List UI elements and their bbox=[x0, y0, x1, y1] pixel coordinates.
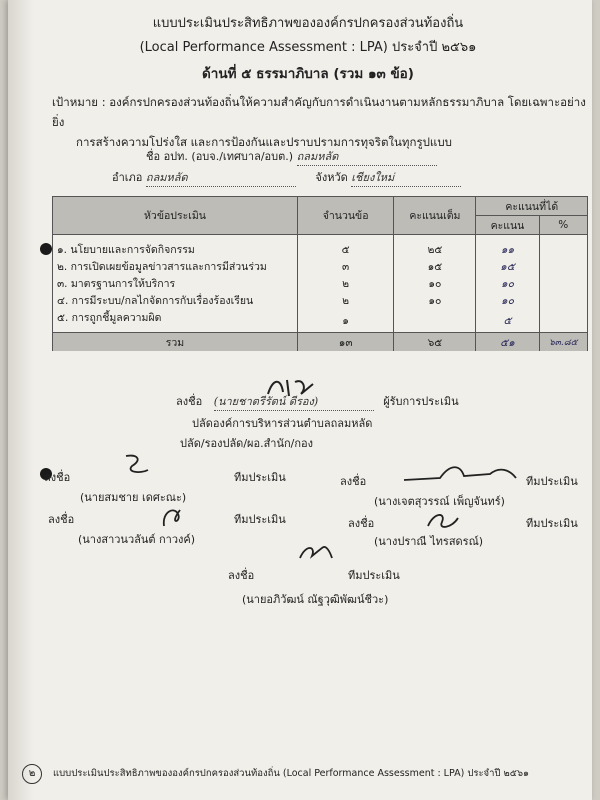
assessor-4-name: (นางปราณี ไทรสดรณ์) bbox=[374, 535, 484, 548]
total-label: รวม bbox=[53, 333, 298, 352]
total-count: ๑๓ bbox=[297, 333, 393, 352]
assessor-4-signature bbox=[422, 508, 462, 532]
receiver-name: (นายชาตรีรัตน์ ดีรอง) bbox=[214, 392, 374, 411]
page-number: ๒ bbox=[22, 764, 42, 784]
receiver-position: ปลัดองค์การบริหารส่วนตำบลถลมหลัด bbox=[192, 417, 373, 430]
assessor-3-signature bbox=[158, 504, 188, 530]
row-count: ๒ bbox=[297, 292, 393, 309]
row-count: ๕ bbox=[297, 235, 393, 259]
org-name-value: ถลมหลัด bbox=[297, 147, 437, 166]
table-row bbox=[53, 309, 588, 333]
table-row bbox=[53, 292, 588, 309]
assessor-2-signature bbox=[400, 460, 520, 488]
assessor-5-role: ทีมประเมิน bbox=[348, 569, 400, 582]
document-page bbox=[8, 0, 592, 800]
header-full: คะแนนเต็ม bbox=[394, 197, 476, 235]
row-full: ๑๕ bbox=[394, 258, 476, 275]
assessor-3-role: ทีมประเมิน bbox=[234, 513, 286, 526]
goal-line-1: เป้าหมาย : องค์กรปกครองส่วนท้องถิ่นให้ความสำคัญกับการดำเนินงานตามหลักธรรมาภิบาล โดยเฉพาะอย่างยิ่ง bbox=[52, 95, 586, 129]
assessor-2-role: ทีมประเมิน bbox=[526, 475, 578, 488]
assessor-1-role: ทีมประเมิน bbox=[234, 471, 286, 484]
assessor-1-signature bbox=[118, 452, 158, 478]
page-fold-shadow bbox=[8, 0, 34, 800]
row-full: ๒๕ bbox=[394, 235, 476, 259]
table-row bbox=[53, 258, 588, 275]
row-score: ๑๐ bbox=[476, 292, 539, 309]
page-footer bbox=[22, 764, 592, 784]
row-percent bbox=[539, 292, 588, 309]
goal-statement bbox=[52, 92, 592, 152]
receiver-sign-label: ลงชื่อ bbox=[176, 395, 203, 408]
district-row bbox=[112, 168, 461, 187]
org-name-label: ชื่อ อปท. (อบจ./เทศบาล/อบต.) bbox=[146, 150, 294, 163]
header-earned: คะแนนที่ได้ bbox=[476, 197, 588, 216]
row-full: ๑๐ bbox=[394, 292, 476, 309]
row-score: ๑๐ bbox=[476, 275, 539, 292]
assessor-2-sign-label: ลงชื่อ bbox=[340, 475, 367, 488]
province-label: จังหวัด bbox=[315, 171, 348, 184]
row-count: ๓ bbox=[297, 258, 393, 275]
doc-subtitle: (Local Performance Assessment : LPA) ประจำปี ๒๕๖๑ bbox=[139, 40, 477, 55]
header-score: คะแนน bbox=[476, 216, 539, 235]
row-topic: ๓. มาตรฐานการให้บริการ bbox=[53, 275, 298, 292]
assessor-1-name: (นายสมชาย เดศะณะ) bbox=[80, 491, 187, 504]
total-row bbox=[53, 333, 588, 352]
table-row bbox=[53, 235, 588, 259]
header-count: จำนวนข้อ bbox=[297, 197, 393, 235]
org-name-row bbox=[146, 147, 437, 166]
assessor-5-name: (นายอภิวัฒน์ ณัฐวุฒิพัฒน์ชีวะ) bbox=[242, 593, 389, 606]
assessor-4-role: ทีมประเมิน bbox=[526, 517, 578, 530]
row-percent bbox=[539, 235, 588, 259]
assessor-5-signature bbox=[296, 540, 336, 566]
header-topic: หัวข้อประเมิน bbox=[53, 197, 298, 235]
row-score: ๕ bbox=[476, 309, 539, 333]
header-percent: % bbox=[539, 216, 588, 235]
row-percent bbox=[539, 275, 588, 292]
total-percent: ๖๓.๘๕ bbox=[539, 333, 588, 352]
assessor-1-sign-label: ลงชื่อ bbox=[44, 471, 71, 484]
section-title: ด้านที่ ๕ ธรรมาภิบาล (รวม ๑๓ ข้อ) bbox=[202, 66, 414, 82]
row-count: ๒ bbox=[297, 275, 393, 292]
goal-line-2: การสร้างความโปร่งใส และการป้องกันและปราบปรามการทุจริตในทุกรูปแบบ bbox=[76, 135, 452, 149]
footer-text: แบบประเมินประสิทธิภาพขององค์กรปกครองส่วนท้องถิ่น (Local Performance Assessment : LPA) ประจำปี ๒๕๖๑ bbox=[53, 768, 530, 779]
province-value: เชียงใหม่ bbox=[351, 168, 461, 187]
row-count: ๑ bbox=[297, 309, 393, 333]
assessor-3-sign-label: ลงชื่อ bbox=[48, 513, 75, 526]
row-percent bbox=[539, 258, 588, 275]
district-label: อำเภอ bbox=[112, 171, 143, 184]
punch-hole bbox=[40, 243, 52, 255]
receiver-role: ผู้รับการประเมิน bbox=[383, 395, 459, 408]
assessor-3-name: (นางสาวนวลันต์ กาวงค์) bbox=[78, 533, 196, 546]
row-full bbox=[394, 309, 476, 333]
assessor-2-name: (นางเจตสุวรรณ์ เพ็ญจันทร์) bbox=[374, 495, 505, 508]
row-percent bbox=[539, 309, 588, 333]
row-score: ๑๑ bbox=[476, 235, 539, 259]
receiver-sign-block bbox=[176, 392, 459, 411]
row-score: ๑๕ bbox=[476, 258, 539, 275]
doc-title: แบบประเมินประสิทธิภาพขององค์กรปกครองส่วนท้องถิ่น bbox=[152, 16, 464, 31]
table-row bbox=[53, 275, 588, 292]
row-topic: ๕. การถูกชี้มูลความผิด bbox=[53, 309, 298, 333]
assessor-5-sign-label: ลงชื่อ bbox=[228, 569, 255, 582]
district-value: ถลมหลัด bbox=[146, 168, 296, 187]
total-full: ๖๕ bbox=[394, 333, 476, 352]
row-full: ๑๐ bbox=[394, 275, 476, 292]
row-topic: ๒. การเปิดเผยข้อมูลข่าวสารและการมีส่วนร่วม bbox=[53, 258, 298, 275]
position-line: ปลัด/รองปลัด/ผอ.สำนัก/กอง bbox=[180, 437, 313, 450]
row-topic: ๑. นโยบายและการจัดกิจกรรม bbox=[53, 235, 298, 259]
assessment-table bbox=[52, 196, 588, 351]
total-score: ๕๑ bbox=[476, 333, 539, 352]
row-topic: ๔. การมีระบบ/กลไกจัดการกับเรื่องร้องเรียน bbox=[53, 292, 298, 309]
assessor-4-sign-label: ลงชื่อ bbox=[348, 517, 375, 530]
